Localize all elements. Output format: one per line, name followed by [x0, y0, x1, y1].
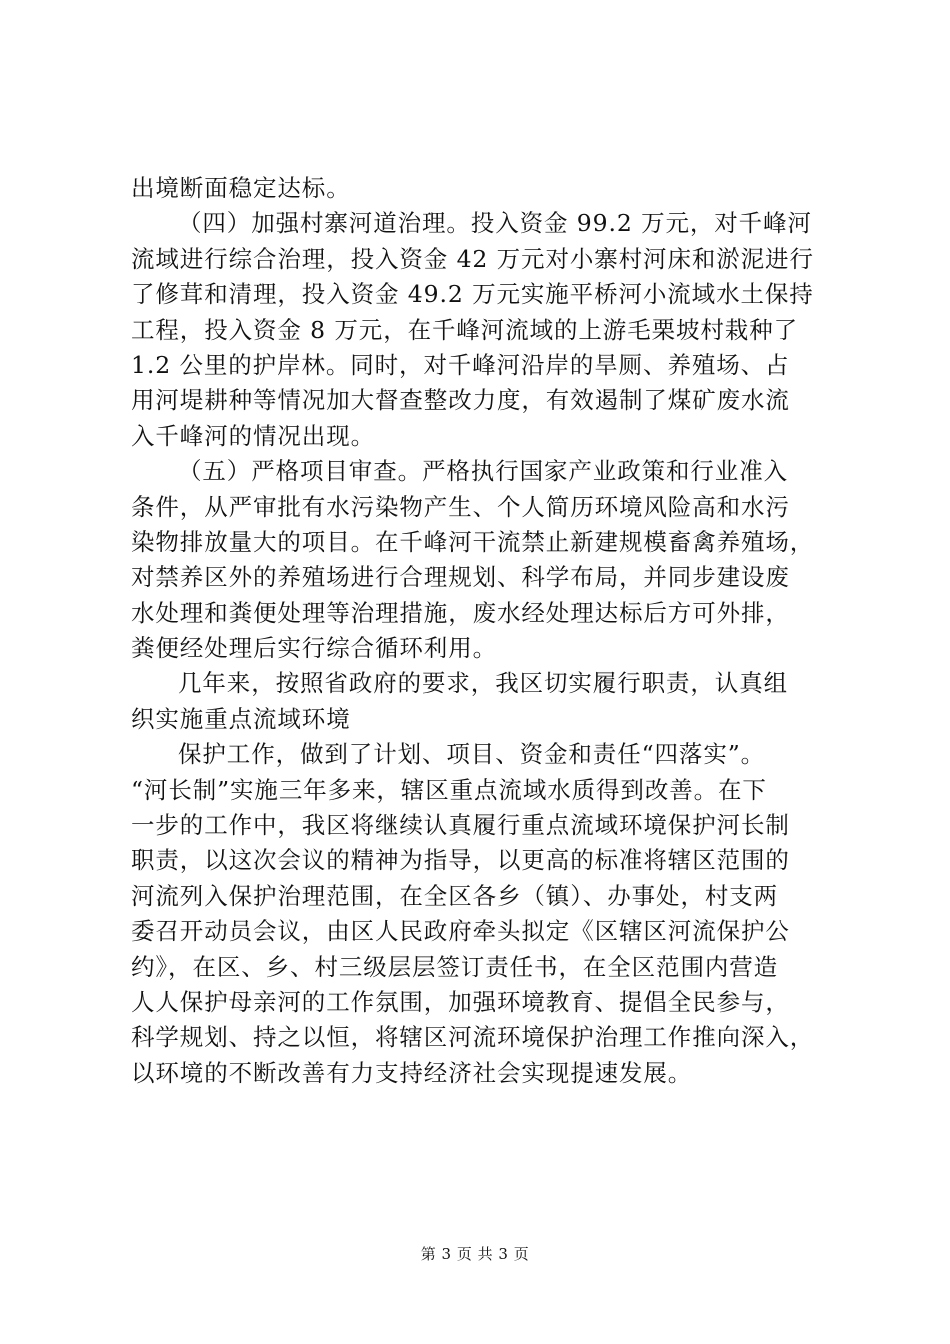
text-line: 委召开动员会议，由区人民政府牵头拟定《区辖区河流保护公	[131, 917, 790, 946]
text-line: 人人保护母亲河的工作氛围，加强环境教育、提倡全民参与，	[131, 987, 790, 1016]
text-line: 水处理和粪便处理等治理措施，废水经处理达标后方可外排，	[131, 598, 790, 627]
text-line: 流域进行综合治理，投入资金 42 万元对小寨村河床和淤泥进行	[131, 244, 814, 273]
text-line: 条件，从严审批有水污染物产生、个人简历环境风险高和水污	[131, 492, 790, 521]
text-line: 织实施重点流域环境	[131, 704, 351, 733]
page-footer: 第 3 页 共 3 页	[420, 1245, 530, 1263]
text-line: 入千峰河的情况出现。	[131, 421, 375, 450]
text-line: 粪便经处理后实行综合循环利用。	[131, 634, 497, 663]
text-line: 以环境的不断改善有力支持经济社会实现提速发展。	[131, 1058, 693, 1087]
text-line: 职责，以这次会议的精神为指导，以更高的标准将辖区范围的	[131, 846, 790, 875]
text-line: 出境断面稳定达标。	[131, 174, 351, 202]
text-line: 一步的工作中，我区将继续认真履行重点流域环境保护河长制	[131, 811, 790, 840]
text-line: 科学规划、持之以恒，将辖区河流环境保护治理工作推向深入，	[131, 1023, 815, 1052]
text-line: 河流列入保护治理范围，在全区各乡（镇）、办事处，村支两	[131, 881, 779, 910]
text-line: 工程，投入资金 8 万元，在千峰河流域的上游毛栗坡村栽种了	[131, 315, 798, 344]
text-line: 几年来，按照省政府的要求，我区切实履行职责，认真组	[178, 669, 788, 698]
text-line: 了修茸和清理，投入资金 49.2 万元实施平桥河小流域水土保持	[131, 280, 814, 309]
text-line: 保护工作，做到了计划、项目、资金和责任“四落实”。	[178, 740, 766, 769]
text-line: 约》，在区、乡、村三级层层签订责任书，在全区范围内营造	[131, 952, 779, 981]
document-body	[131, 171, 843, 1091]
text-line: 对禁养区外的养殖场进行合理规划、科学布局，并同步建设废	[131, 563, 790, 592]
text-line: 用河堤耕种等情况加大督查整改力度，有效遏制了煤矿废水流	[131, 386, 790, 415]
text-line: （四）加强村寨河道治理。投入资金 99.2 万元，对千峰河	[178, 209, 812, 238]
text-line: （五）严格项目审查。严格执行国家产业政策和行业准入	[178, 457, 788, 486]
text-line: 染物排放量大的项目。在千峰河干流禁止新建规模畜禽养殖场，	[131, 527, 815, 556]
text-line: “河长制”实施三年多来，辖区重点流域水质得到改善。在下	[131, 775, 767, 804]
text-line: 1.2 公里的护岸林。同时，对千峰河沿岸的旱厕、养殖场、占	[131, 350, 790, 379]
